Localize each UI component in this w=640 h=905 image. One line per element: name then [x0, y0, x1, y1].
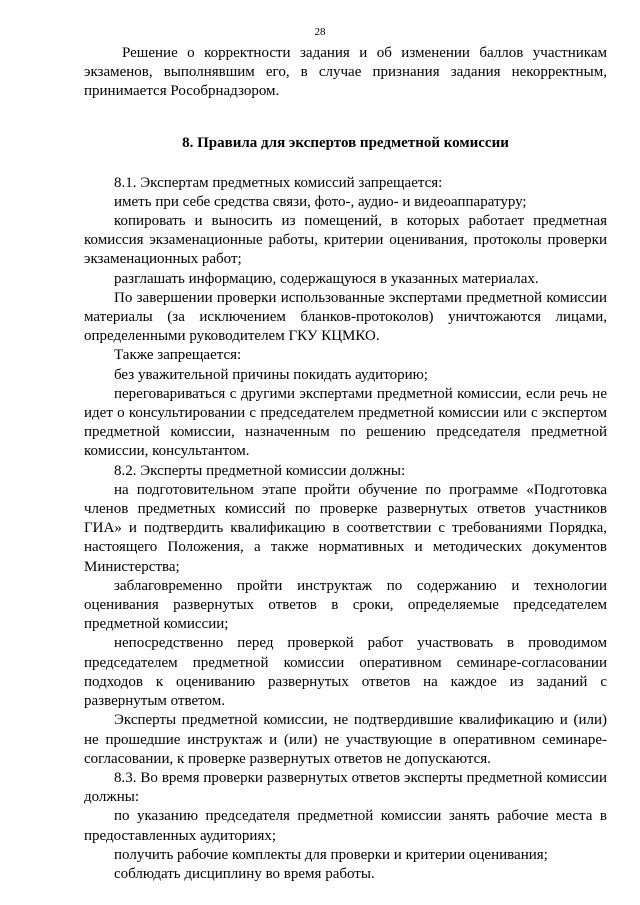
paragraph: по указанию председателя предметной комиссии занять рабочие места в предоставленных аудиториях; — [84, 808, 607, 844]
paragraph-8-3: 8.3. Во время проверки развернутых ответов эксперты предметной комиссии должны: — [84, 769, 607, 806]
paragraph: получить рабочие комплекты для проверки и критерии оценивания; — [114, 846, 548, 863]
page-number: 28 — [314, 26, 326, 38]
paragraph: иметь при себе средства связи, фото-, аудио- и видеоаппаратуру; — [114, 193, 527, 210]
paragraph-8-1: 8.1. Экспертам предметных комиссий запрещается: — [114, 174, 443, 191]
paragraph: непосредственно перед проверкой работ участвовать в проводимом председателем предметной комиссии оперативном семинаре-согласовании подходов к оцениванию развернутых ответов на каждое из заданий с развернутым ответом. — [84, 635, 607, 710]
document-body — [84, 44, 607, 884]
paragraph: без уважительной причины покидать аудиторию; — [114, 366, 428, 383]
paragraph: Эксперты предметной комиссии, не подтвердившие квалификацию и (или) не прошедшие инструктаж и (или) не участвующие в оперативном семинаре-согласовании, к проверке развернутых ответов не допускаются. — [84, 712, 607, 767]
paragraph: разглашать информацию, содержащуюся в указанных материалах. — [114, 270, 539, 287]
intro-paragraph: Решение о корректности задания и об изменении баллов участникам экзаменов, выполнявшим его, в случае признания задания некорректным, принимается Рособрнадзором. — [84, 45, 607, 100]
paragraph: Также запрещается: — [114, 347, 242, 364]
section-heading: 8. Правила для экспертов предметной комиссии — [182, 134, 509, 151]
paragraph: По завершении проверки использованные экспертами предметной комиссии материалы (за исключением бланков-протоколов) уничтожаются лицами, определенными руководителем ГКУ КЦМКО. — [84, 289, 607, 345]
paragraph: заблаговременно пройти инструктаж по содержанию и технологии оценивания развернутых ответов в сроки, определяемые председателем предметной комиссии; — [84, 577, 607, 633]
paragraph: соблюдать дисциплину во время работы. — [114, 865, 375, 882]
paragraph-8-2: 8.2. Эксперты предметной комиссии должны: — [114, 462, 406, 479]
paragraph: переговариваться с другими экспертами предметной комиссии, если речь не идет о консультировании с председателем предметной комиссии или с экспертом предметной комиссии, назначенным по решению председателя предметной комиссии, консультантом. — [84, 385, 607, 460]
paragraph: на подготовительном этапе пройти обучение по программе «Подготовка членов предметных комиссий по проверке развернутых ответов участников ГИА» и подтвердить квалификацию в соответствии с требованиями Порядка, настоящего Положения, а также нормативных и методических документов Министерства; — [84, 481, 607, 575]
paragraph: копировать и выносить из помещений, в которых работает предметная комиссия экзаменационные работы, критерии оценивания, протоколы проверки экзаменационных работ; — [84, 213, 607, 268]
